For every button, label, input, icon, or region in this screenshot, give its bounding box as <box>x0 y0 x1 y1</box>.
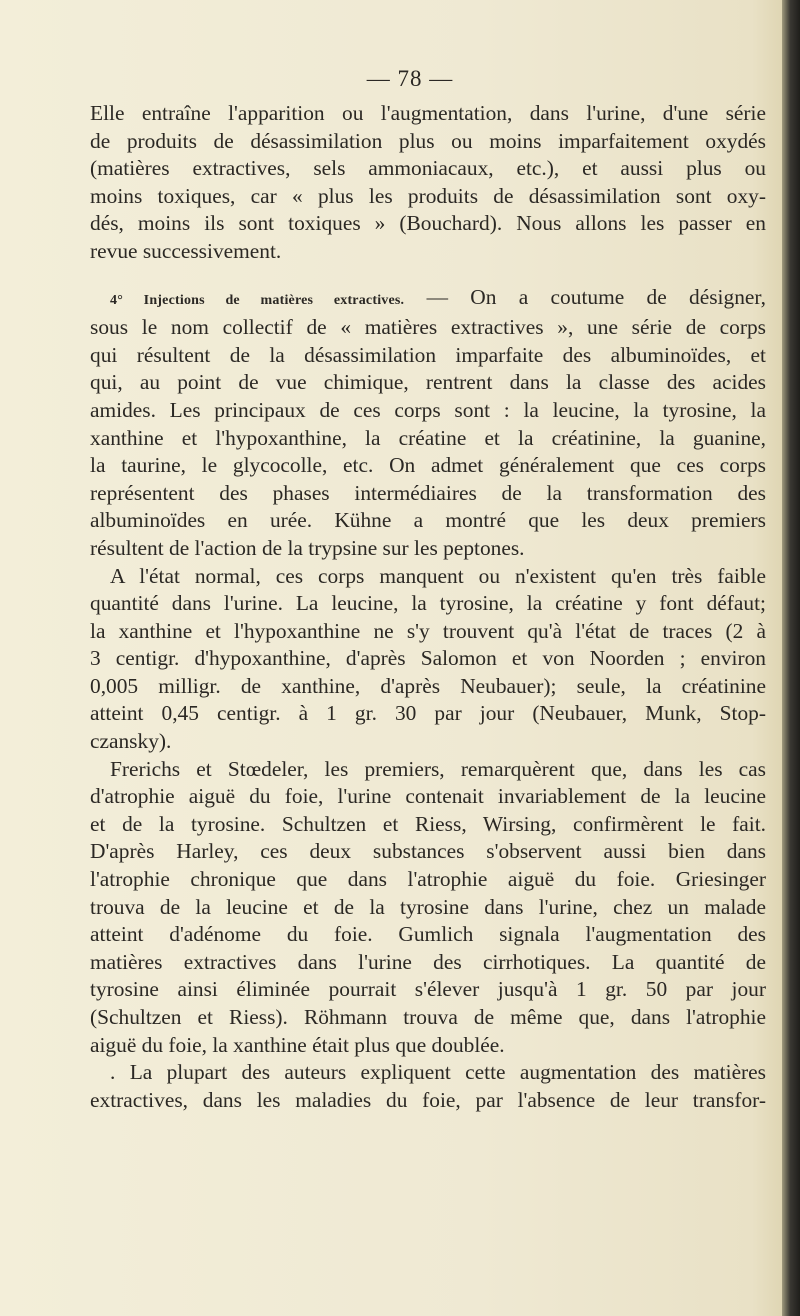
page-number: — 78 — <box>366 66 454 91</box>
text-line: xanthine et l'hypoxanthine, la créatine et la créatinine, la guanine, <box>90 425 766 450</box>
text-line: moins toxiques, car « plus les produits de désassimilation sont oxy- <box>90 183 766 208</box>
text-line: résultent de l'action de la trypsine sur les peptones. <box>90 535 525 560</box>
text-line: sous le nom collectif de « matières extractives », une série de corps <box>90 315 766 340</box>
body-text <box>90 100 766 1114</box>
text-line: (Schultzen et Riess). Röhmann trouva de même que, dans l'atrophie <box>90 1005 766 1029</box>
text-line: tyrosine ainsi éliminée pourrait s'élever jusqu'à 1 gr. 50 par jour <box>90 977 766 1002</box>
text-line: et de la tyrosine. Schultzen et Riess, Wirsing, confirmèrent le fait. <box>90 811 766 836</box>
paragraph-2 <box>90 284 766 563</box>
text-line: l'atrophie chronique que dans l'atrophie aiguë du foie. Griesinger <box>90 867 766 892</box>
text-line: A l'état normal, ces corps manquent ou n'existent qu'en très faible <box>110 563 766 588</box>
text-line: dés, moins ils sont toxiques » (Bouchard). Nous allons les passer en <box>90 211 766 236</box>
text-line: 3 centigr. d'hypoxanthine, d'après Salomon et von Noorden ; environ <box>90 646 766 671</box>
text-line: trouva de la leucine et de la tyrosine dans l'urine, chez un malade <box>90 894 766 919</box>
text-line: représentent des phases intermédiaires de la transformation des <box>90 480 766 505</box>
text-line: amides. Les principaux de ces corps sont : la leucine, la tyrosine, la <box>90 397 766 422</box>
text-line: Frerichs et Stœdeler, les premiers, remarquèrent que, dans les cas <box>110 756 766 781</box>
text-line: qui résultent de la désassimilation imparfaite des albuminoïdes, et <box>90 342 766 367</box>
text-line: 0,005 milligr. de xanthine, d'après Neubauer); seule, la créatinine <box>90 673 766 698</box>
text-line: (matières extractives, sels ammoniacaux, etc.), et aussi plus ou <box>90 156 766 181</box>
paragraph-4 <box>90 756 766 1060</box>
text-line: quantité dans l'urine. La leucine, la tyrosine, la créatine y font défaut; <box>90 591 766 616</box>
heading-line-rest: — On a coutume de désigner, <box>404 284 766 309</box>
text-line: qui, au point de vue chimique, rentrent dans la classe des acides <box>90 370 766 395</box>
text-line: la taurine, le glycocolle, etc. On admet généralement que ces corps <box>90 453 766 478</box>
text-line: de produits de désassimilation plus ou moins imparfaitement oxydés <box>90 128 766 153</box>
paragraph-3 <box>90 563 766 756</box>
text-line: D'après Harley, ces deux substances s'observent aussi bien dans <box>90 839 766 864</box>
text-line: aiguë du foie, la xanthine était plus que doublée. <box>90 1032 505 1057</box>
text-line: atteint 0,45 centigr. à 1 gr. 30 par jour (Neubauer, Munk, Stop- <box>90 701 766 726</box>
text-line: revue successivement. <box>90 238 282 263</box>
paragraph-5 <box>90 1059 766 1114</box>
text-line: Elle entraîne l'apparition ou l'augmentation, dans l'urine, d'une série <box>90 101 766 125</box>
text-line: matières extractives dans l'urine des cirrhotiques. La quantité de <box>90 949 766 974</box>
section-heading: 4° Injections de matières extractives. <box>110 292 405 308</box>
text-line: czansky). <box>90 729 172 754</box>
text-line: albuminoïdes en urée. Kühne a montré que les deux premiers <box>90 508 766 533</box>
paragraph-1 <box>90 100 766 266</box>
text-line: extractives, dans les maladies du foie, par l'absence de leur transfor- <box>90 1087 766 1112</box>
page-edge-shadow <box>782 0 800 1316</box>
text-line: atteint d'adénome du foie. Gumlich signala l'augmentation des <box>90 922 766 947</box>
section-heading-line <box>90 284 766 315</box>
text-line: . La plupart des auteurs expliquent cette augmentation des matières <box>110 1060 766 1085</box>
text-line: d'atrophie aiguë du foie, l'urine contenait invariablement de la leucine <box>90 784 766 809</box>
text-line: la xanthine et l'hypoxanthine ne s'y trouvent qu'à l'état de traces (2 à <box>90 618 766 643</box>
